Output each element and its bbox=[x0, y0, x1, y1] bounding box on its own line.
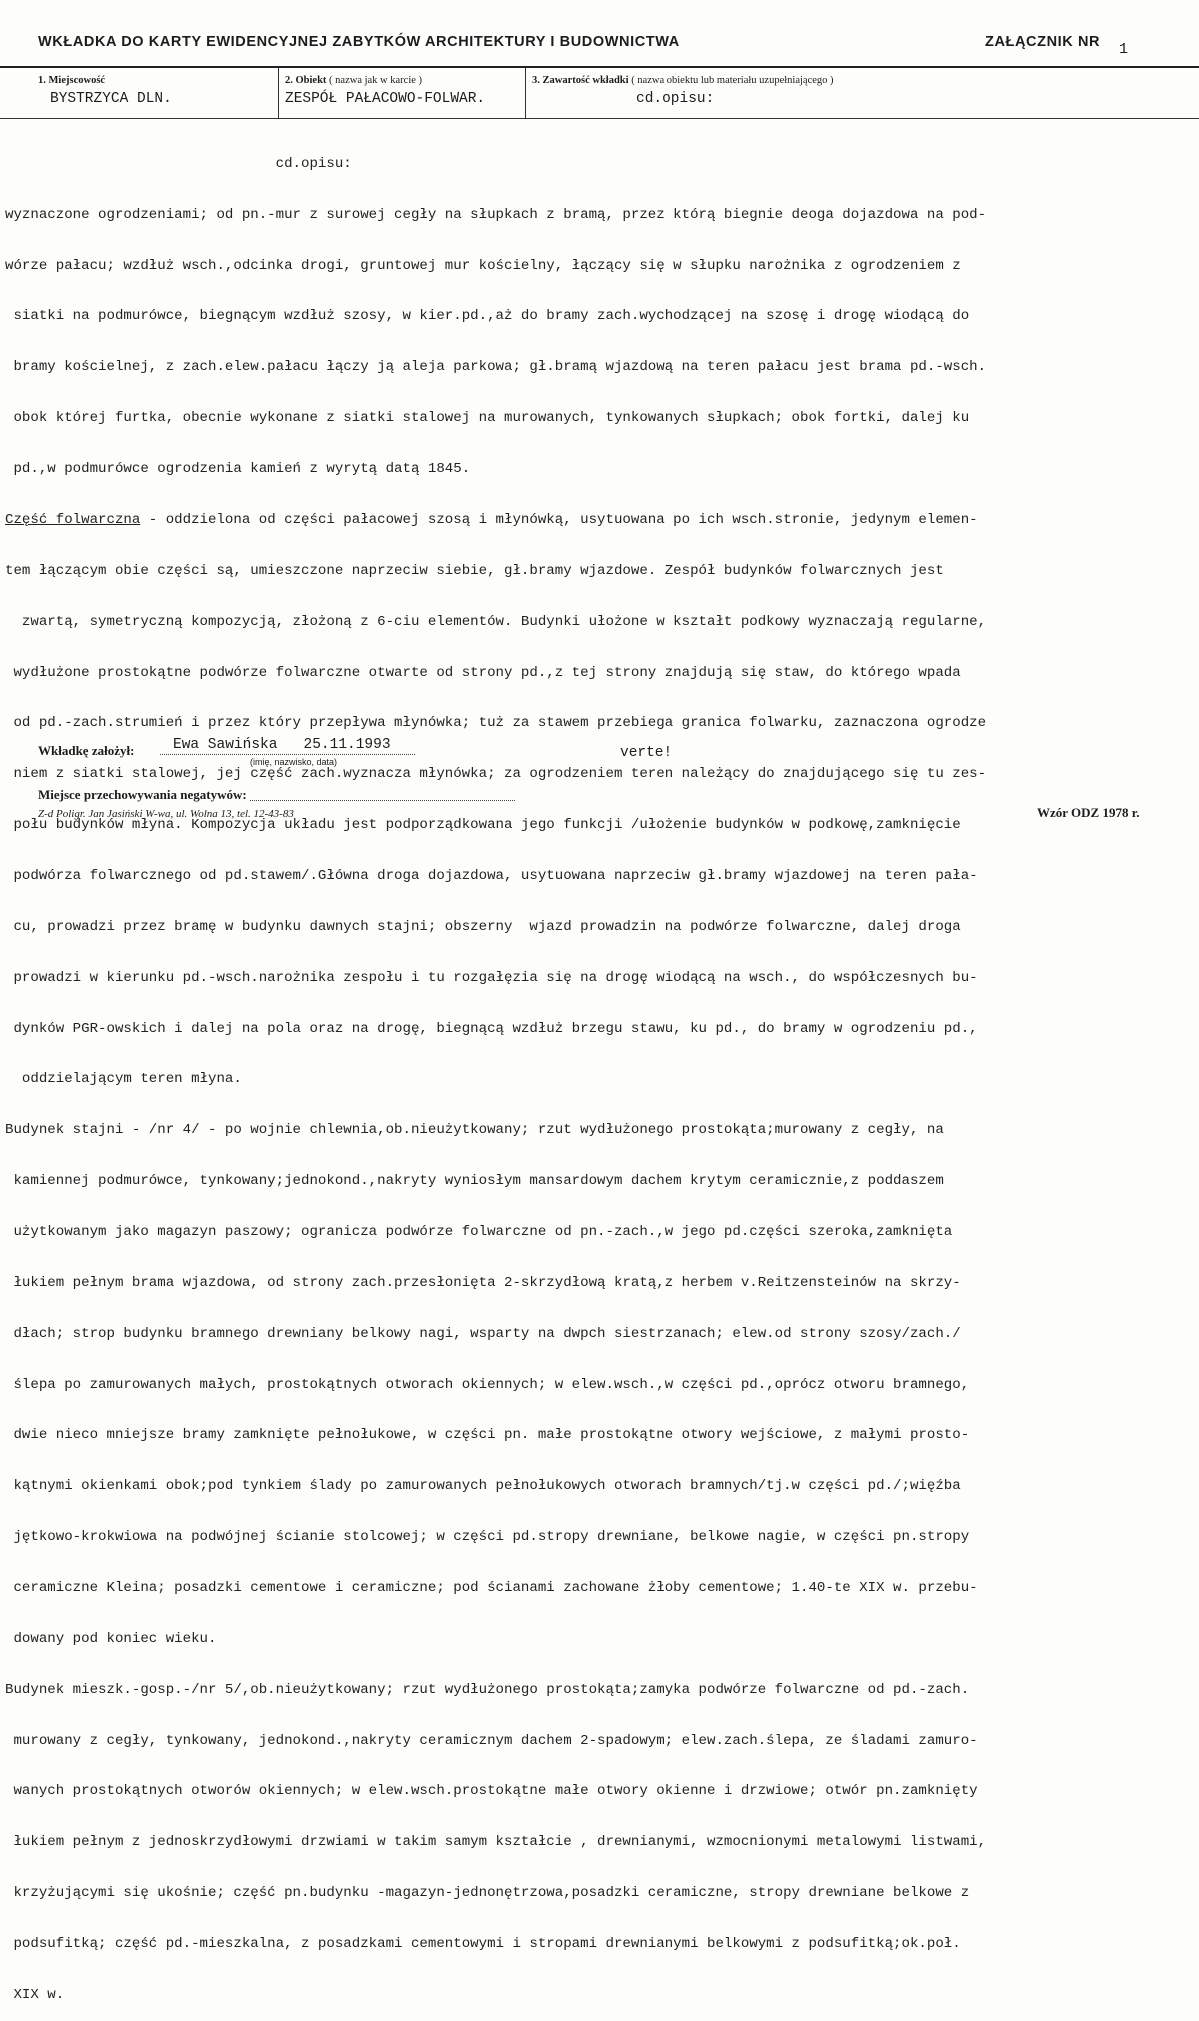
prepared-by-hint: (imię, nazwisko, data) bbox=[250, 757, 338, 767]
description-line: jętkowo-krokwiowa na podwójnej ścianie stolcowej; w części pd.stropy drewniane, belkowe nagie, w części pn.stropy bbox=[5, 1529, 970, 1546]
description-line: łukiem pełnym z jednoskrzydłowymi drzwiami w takim samym kształcie , drewnianymi, wzmocnionymi metalowymi listwami, bbox=[5, 1834, 987, 1851]
description-line: XIX w. bbox=[5, 1986, 65, 2003]
description-line: od pd.-zach.strumień i przez który przepływa młynówka; tuż za stawem przebiega granica folwarku, zaznaczona ogrodze bbox=[5, 715, 987, 732]
description-line: Budynek stajni - /nr 4/ - po wojnie chlewnia,ob.nieużytkowany; rzut wydłużonego prostokąta;murowany z cegły, na bbox=[5, 1122, 944, 1139]
description-line: podwórza folwarcznego od pd.stawem/.Główna droga dojazdowa, usytuowana naprzeciw gł.bramy wjazdowej na teren pała- bbox=[5, 867, 978, 884]
form-model: Wzór ODZ 1978 r. bbox=[1037, 805, 1140, 820]
description-line: cd.opisu: bbox=[5, 155, 352, 172]
description-line: tem łączącym obie części są, umieszczone naprzeciw siebie, gł.bramy wjazdowe. Zespół budynków folwarcznych jest bbox=[5, 562, 944, 579]
contents-label: 3. Zawartość wkładki ( nazwa obiektu lub materiału uzupełniającego ) bbox=[532, 75, 834, 86]
description-line: wyznaczone ogrodzeniami; od pn.-mur z surowej cegły na słupkach z bramą, przez którą biegnie deoga dojazdowa na pod- bbox=[5, 206, 987, 223]
description-line: dynków PGR-owskich i dalej na pola oraz na drogę, biegnącą wzdłuż brzegu stawu, ku pd., do bramy w ogrodzeniu pd., bbox=[5, 1020, 978, 1037]
description-line: Część folwarczna - oddzielona od części pałacowej szosą i młynówką, usytuowana po ich wsch.stronie, jedynym elemen- bbox=[5, 511, 978, 528]
annex-number: 1 bbox=[1119, 41, 1129, 58]
locality-field bbox=[0, 68, 279, 118]
prepared-by-value: Ewa Sawińska 25.11.1993 bbox=[173, 737, 391, 753]
description-text bbox=[5, 122, 1197, 2021]
description-line: bramy kościelnej, z zach.elew.pałacu łączy ją aleja parkowa; gł.bramą wjazdową na teren pałacu jest brama pd.-wsch. bbox=[5, 359, 987, 376]
printer-imprint: Z-d Poligr. Jan Jasiński W-wa, ul. Wolna 13, tel. 12-43-83 bbox=[38, 808, 294, 820]
description-line: zwartą, symetryczną kompozycją, złożoną z 6-ciu elementów. Budynki ułożone w kształt podkowy wyznaczają regularne, bbox=[5, 613, 987, 630]
description-line: użytkowanym jako magazyn paszowy; ogranicza podwórze folwarczne od pn.-zach.,w jego pd.części szeroka,zamknięta bbox=[5, 1223, 953, 1240]
section-heading: Część folwarczna bbox=[5, 511, 141, 528]
description-line: murowany z cegły, tynkowany, jednokond.,nakryty ceramicznym dachem 2-spadowym; elew.zach.ślepa, ze śladami zamuro- bbox=[5, 1732, 978, 1749]
description-line: wórze pałacu; wzdłuż wsch.,odcinka drogi, gruntowej mur kościelny, łączący się w słupku narożnika z ogrodzeniem z bbox=[5, 257, 961, 274]
prepared-by-label: Wkładkę założył: bbox=[38, 743, 135, 758]
contents-field bbox=[526, 68, 1199, 118]
contents-value: cd.opisu: bbox=[636, 91, 715, 107]
description-line: kątnymi okienkami obok;pod tynkiem ślady po zamurowanych pełnołukowych otworach bramnych/tj.w części pd./;więźba bbox=[5, 1478, 961, 1495]
page-title: WKŁADKA DO KARTY EWIDENCYJNEJ ZABYTKÓW ARCHITEKTURY I BUDOWNICTWA bbox=[38, 34, 680, 50]
description-line: Budynek mieszk.-gosp.-/nr 5/,ob.nieużytkowany; rzut wydłużonego prostokąta;zamyka podwórze folwarczne od pd.-zach. bbox=[5, 1681, 970, 1698]
description-line: wanych prostokątnych otworów okiennych; w elew.wsch.prostokątne małe otwory okienne i drzwiowe; otwór pn.zamknięty bbox=[5, 1783, 978, 1800]
description-line: niem z siatki stalowej, jej część zach.wyznacza młynówka; za ogrodzeniem teren należący do znajdującego się tu zes- bbox=[5, 766, 987, 783]
description-line: siatki na podmurówce, biegnącym wzdłuż szosy, w kier.pd.,aż do bramy zach.wychodzącej na szosę i drogę wiodącą do bbox=[5, 308, 970, 325]
description-line: łukiem pełnym brama wjazdowa, od strony zach.przesłonięta 2-skrzydłową kratą,z herbem v.Reitzensteinów na skrzy- bbox=[5, 1274, 961, 1291]
annex-label: ZAŁĄCZNIK NR bbox=[985, 34, 1101, 50]
locality-label: 1. Miejscowość bbox=[38, 75, 106, 86]
description-line: prowadzi w kierunku pd.-wsch.narożnika zespołu i tu rozgałęzia się na drogę wiodącą na wsch., do współczesnych bu- bbox=[5, 969, 978, 986]
description-line: krzyżującymi się ukośnie; część pn.budynku -magazyn-jednonętrzowa,posadzki ceramiczne, stropy drewniane belkowe z bbox=[5, 1885, 970, 1902]
verte-note: verte! bbox=[620, 745, 673, 761]
object-field bbox=[279, 68, 526, 118]
negatives-line bbox=[250, 800, 515, 801]
description-line: dłach; strop budynku bramnego drewniany belkowy nagi, wsparty na dwpch siestrzanach; elew.od strony szosy/zach./ bbox=[5, 1325, 961, 1342]
locality-value: BYSTRZYCA DLN. bbox=[50, 91, 172, 107]
description-line: pd.,w podmurówce ogrodzenia kamień z wyrytą datą 1845. bbox=[5, 461, 471, 478]
negatives-label: Miejsce przechowywania negatywów: bbox=[38, 787, 247, 802]
description-line: połu budynków młyna. Kompozycja układu jest podporządkowana jego funkcji /ułożenie budynków w podkowę,zamknięcie bbox=[5, 817, 961, 834]
description-line: podsufitką; część pd.-mieszkalna, z posadzkami cementowymi i stropami drewnianymi belkowymi z podsufitką;ok.poł. bbox=[5, 1935, 961, 1952]
description-line: ślepa po zamurowanych małych, prostokątnych otworach okiennych; w elew.wsch.,w części pd.,oprócz otworu bramnego, bbox=[5, 1376, 970, 1393]
description-line: cu, prowadzi przez bramę w budynku dawnych stajni; obszerny wjazd prowadzin na podwórze folwarczne, dalej droga bbox=[5, 918, 961, 935]
description-line: kamiennej podmurówce, tynkowany;jednokond.,nakryty wyniosłym mansardowym dachem krytym ceramicznie,z poddaszem bbox=[5, 1173, 944, 1190]
prepared-by-line bbox=[160, 754, 415, 755]
description-line: dowany pod koniec wieku. bbox=[5, 1630, 217, 1647]
description-line: wydłużone prostokątne podwórze folwarczne otwarte od strony pd.,z tej strony znajdują się staw, do którego wpada bbox=[5, 664, 961, 681]
object-label: 2. Obiekt ( nazwa jak w karcie ) bbox=[285, 75, 423, 86]
description-line: obok której furtka, obecnie wykonane z siatki stalowej na murowanych, tynkowanych słupkach; obok fortki, dalej ku bbox=[5, 410, 970, 427]
description-line: oddzielającym teren młyna. bbox=[5, 1071, 242, 1088]
description-line: ceramiczne Kleina; posadzki cementowe i ceramiczne; pod ścianami zachowane żłoby cementowe; 1.40-te XIX w. przebu- bbox=[5, 1579, 978, 1596]
description-line: dwie nieco mniejsze bramy zamknięte pełnołukowe, w części pn. małe prostokątne otwory wejściowe, z małymi prosto- bbox=[5, 1427, 970, 1444]
field-rule bbox=[0, 118, 1199, 119]
object-value: ZESPÓŁ PAŁACOWO-FOLWAR. bbox=[285, 91, 486, 107]
